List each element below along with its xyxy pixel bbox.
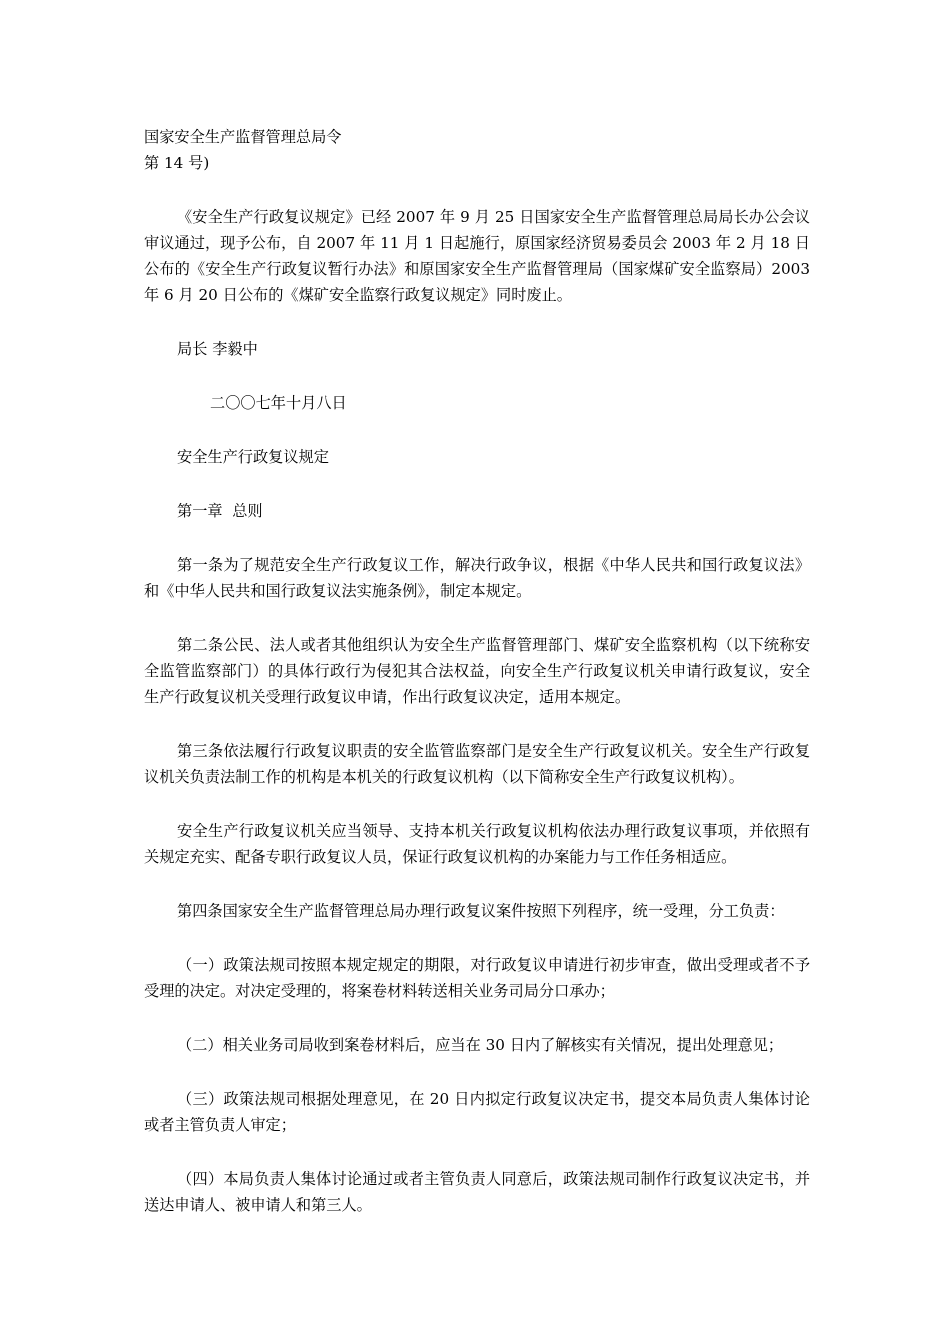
article-4-item-1: （一）政策法规司按照本规定规定的期限，对行政复议申请进行初步审查，做出受理或者不予受理的决定。对决定受理的，将案卷材料转送相关业务司局分口承办；: [144, 956, 810, 1000]
chapter-heading: 第一章 总则: [177, 502, 263, 520]
article-3: 第三条依法履行行政复议职责的安全监管监察部门是安全生产行政复议机关。安全生产行政复议机关负责法制工作的机构是本机关的行政复议机构（以下简称安全生产行政复议机构）。: [144, 742, 810, 786]
decree-number: 第 14 号): [144, 154, 210, 172]
article-2: 第二条公民、法人或者其他组织认为安全生产监督管理部门、煤矿安全监察机构（以下统称安全监管监察部门）的具体行政行为侵犯其合法权益，向安全生产行政复议机关申请行政复议，安全生产行政复议机关受理行政复议申请，作出行政复议决定，适用本规定。: [144, 636, 810, 706]
article-4-item-2: （二）相关业务司局收到案卷材料后，应当在 30 日内了解核实有关情况，提出处理意见；: [177, 1036, 784, 1054]
article-4-item-3: （三）政策法规司根据处理意见，在 20 日内拟定行政复议决定书，提交本局负责人集体讨论或者主管负责人审定；: [144, 1090, 810, 1134]
signature: 局长 李毅中: [177, 340, 258, 358]
issue-date: 二〇〇七年十月八日: [210, 394, 347, 412]
article-4-item-4: （四）本局负责人集体讨论通过或者主管负责人同意后，政策法规司制作行政复议决定书，并送达申请人、被申请人和第三人。: [144, 1170, 810, 1214]
decree-header: [144, 124, 810, 176]
article-3-supplement: 安全生产行政复议机关应当领导、支持本机关行政复议机构依法办理行政复议事项，并依照有关规定充实、配备专职行政复议人员，保证行政复议机构的办案能力与工作任务相适应。: [144, 822, 810, 866]
decree-title: 国家安全生产监督管理总局令: [144, 128, 342, 146]
document-body: [144, 124, 810, 1218]
preamble-paragraph: 《安全生产行政复议规定》已经 2007 年 9 月 25 日国家安全生产监督管理总局局长办公会议审议通过，现予公布，自 2007 年 11 月 1 日起施行，原国家经济贸易委员会 2003 年 2 月 18 日公布的《安全生产行政复议暂行办法》和原国家安全生产监督管理局（国家煤矿安全监察局）2003 年 6 月 20 日公布的《煤矿安全监察行政复议规定》同时废止。: [144, 208, 810, 304]
article-1: 第一条为了规范安全生产行政复议工作，解决行政争议，根据《中华人民共和国行政复议法》和《中华人民共和国行政复议法实施条例》，制定本规定。: [144, 556, 810, 600]
regulation-title: 安全生产行政复议规定: [177, 448, 329, 466]
article-4: 第四条国家安全生产监督管理总局办理行政复议案件按照下列程序，统一受理，分工负责：: [177, 902, 785, 920]
